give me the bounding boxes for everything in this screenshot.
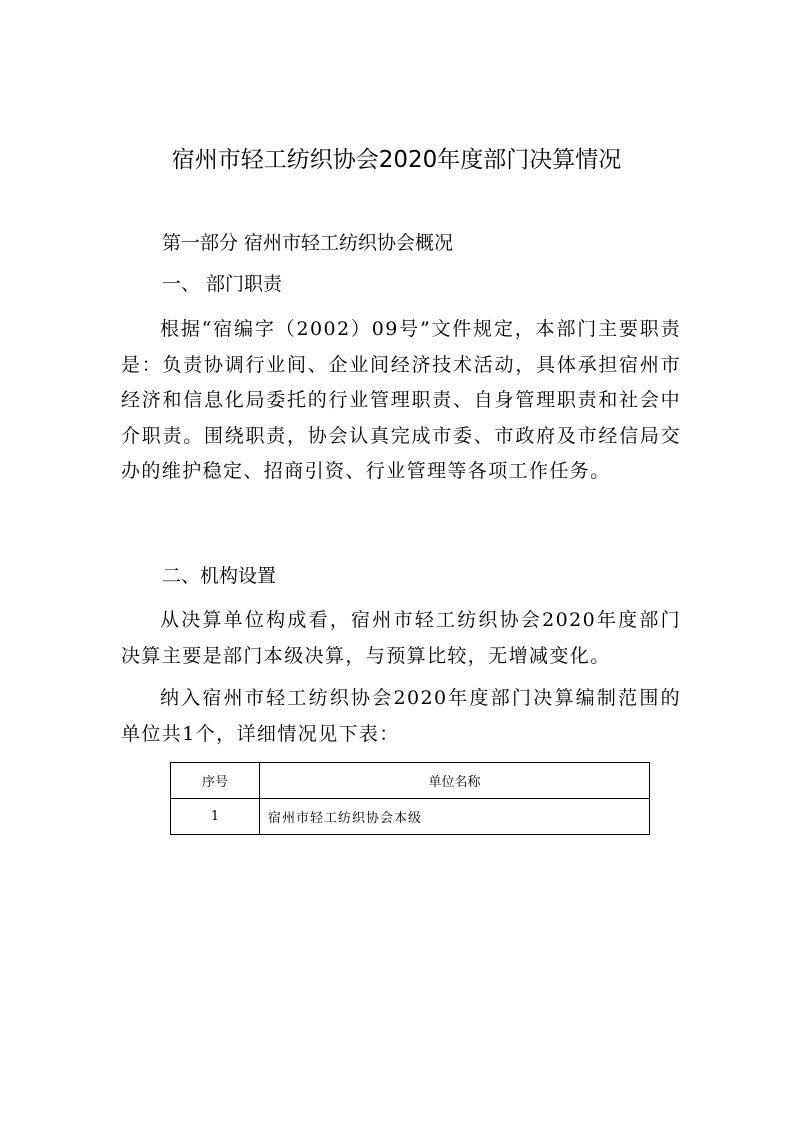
unit-table <box>170 762 650 835</box>
table-header-unit-name: 单位名称 <box>260 763 650 799</box>
table-header-row <box>171 763 650 799</box>
organization-paragraph-2: 纳入宿州市轻工纺织协会2020年度部门决算编制范围的单位共1个，详细情况见下表： <box>121 687 681 745</box>
table-header-index: 序号 <box>171 763 260 799</box>
part-heading: 第一部分 宿州市轻工纺织协会概况 <box>162 232 454 254</box>
organization-paragraph-1: 从决算单位构成看，宿州市轻工纺织协会2020年度部门决算主要是部门本级决算，与预算比较，无增减变化。 <box>121 609 681 667</box>
table-cell-index: 1 <box>171 799 260 835</box>
table-cell-unit-name: 宿州市轻工纺织协会本级 <box>260 799 650 835</box>
table-row <box>171 799 650 835</box>
duties-paragraph: 根据“宿编字（2002）09号”文件规定，本部门主要职责是：负责协调行业间、企业间经济技术活动，具体承担宿州市经济和信息化局委托的行业管理职责、自身管理职责和社会中介职责。围绕职责，协会认真完成市委、市政府及市经信局交办的维护稳定、招商引资、行业管理等各项工作任务。 <box>121 318 681 483</box>
document-title: 宿州市轻工纺织协会2020年度部门决算情况 <box>171 147 622 173</box>
section-heading-organization: 二、机构设置 <box>162 565 277 587</box>
section-heading-duties: 一、 部门职责 <box>162 273 283 295</box>
